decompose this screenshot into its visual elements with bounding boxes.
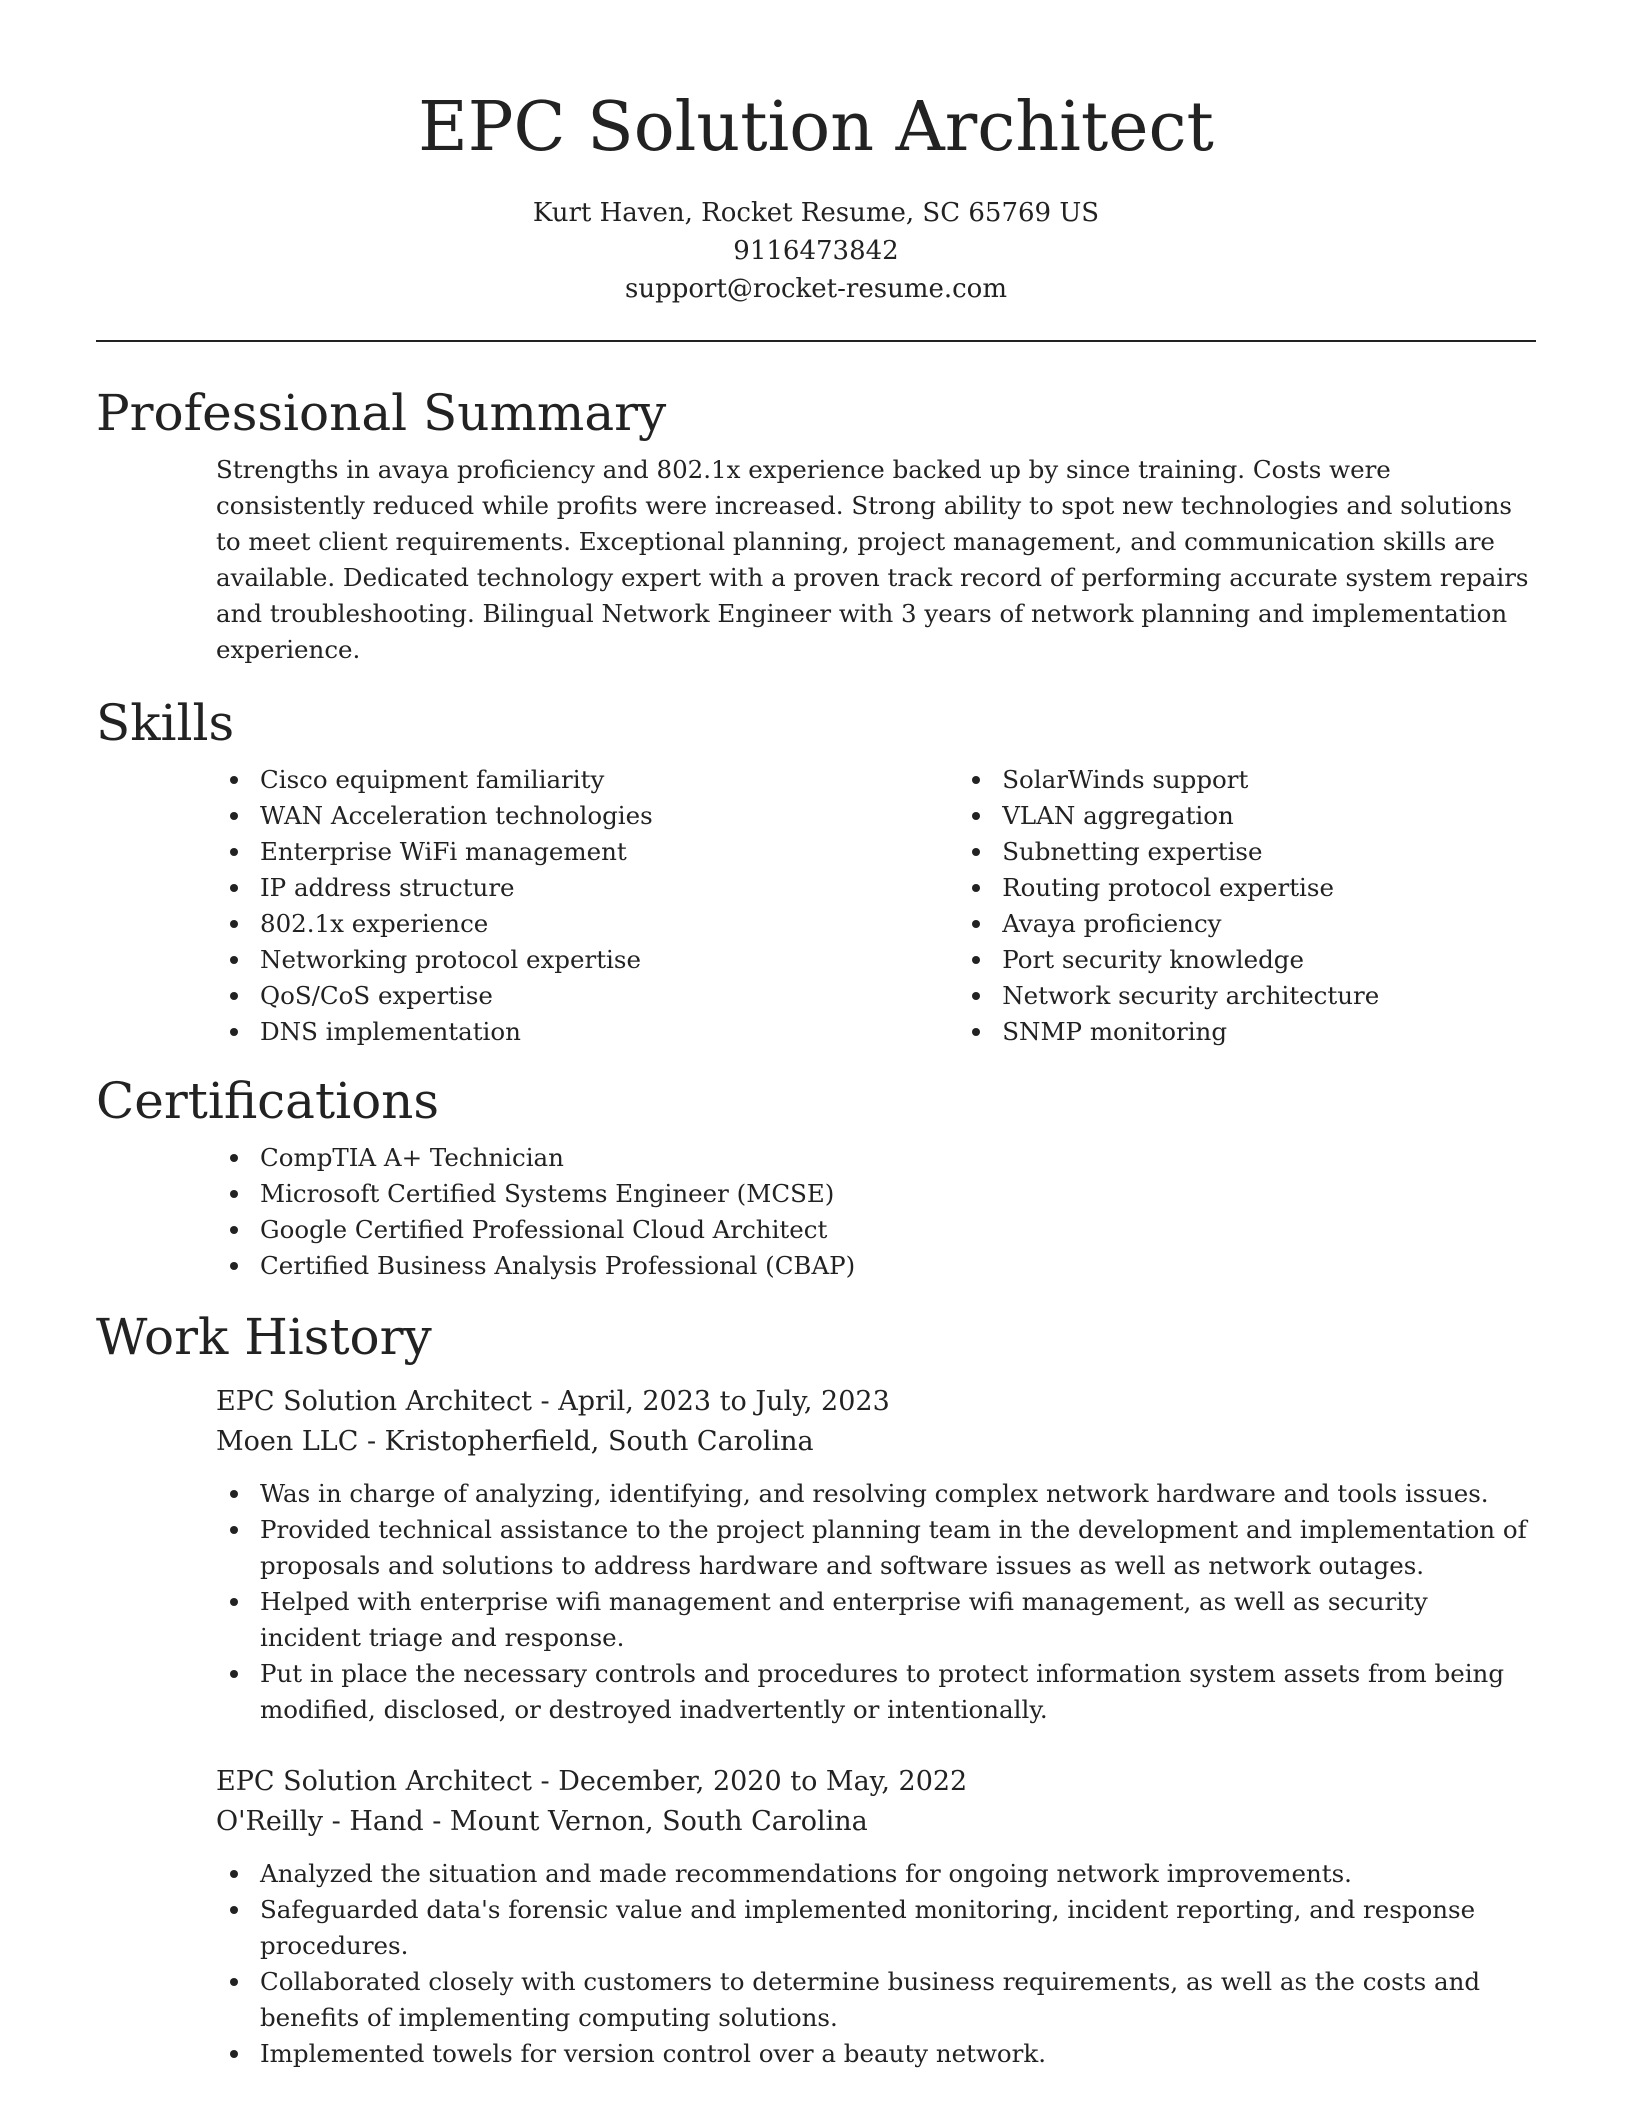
job-bullet: Implemented towels for version control over a beauty network.: [260, 2036, 1536, 2072]
resume-name: EPC Solution Architect: [418, 88, 1214, 167]
skill-item: Network security architecture: [1002, 978, 1536, 1014]
contact-phone: 9116473842: [733, 236, 899, 266]
job-entry: [216, 1762, 1536, 2072]
job-bullet: Helped with enterprise wifi management and enterprise wifi management, as well as security incident triage and response.: [260, 1584, 1536, 1656]
contact-email: support@rocket-resume.com: [624, 274, 1007, 304]
job-location: - Kristopherfield, South Carolina: [358, 1426, 814, 1457]
job-bullet: Provided technical assistance to the project planning team in the development and implementation of proposals and solutions to address hardware and software issues as well as network outages.: [260, 1512, 1536, 1584]
certifications-list: [260, 1140, 1536, 1284]
job-company-line: [216, 1422, 1536, 1462]
job-bullets: [260, 1856, 1536, 2072]
resume-content: [96, 380, 1536, 2072]
job-bullet: Safeguarded data's forensic value and implemented monitoring, incident reporting, and response procedures.: [260, 1892, 1536, 1964]
contact-block: [0, 194, 1632, 308]
skills-list-left: [260, 762, 838, 1050]
header-divider: [96, 340, 1536, 342]
skill-item: Avaya proficiency: [1002, 906, 1536, 942]
job-company-line: [216, 1802, 1536, 1842]
job-entry: [216, 1382, 1536, 1728]
summary-section: [96, 380, 1536, 668]
job-title-line: [216, 1382, 1536, 1422]
job-title: EPC Solution Architect: [216, 1386, 532, 1417]
skill-item: Routing protocol expertise: [1002, 870, 1536, 906]
skill-item: SolarWinds support: [1002, 762, 1536, 798]
certifications-heading: Certifications: [96, 1072, 440, 1130]
job-company: O'Reilly - Hand: [216, 1806, 424, 1837]
work-history-heading: Work History: [96, 1308, 432, 1366]
skill-item: 802.1x experience: [260, 906, 838, 942]
job-bullet: Put in place the necessary controls and procedures to protect information system assets from being modified, disclosed, or destroyed inadvertently or intentionally.: [260, 1656, 1536, 1728]
job-dates: - April, 2023 to July, 2023: [531, 1386, 890, 1417]
skill-item: WAN Acceleration technologies: [260, 798, 838, 834]
resume-header: [0, 86, 1632, 308]
skill-item: IP address structure: [260, 870, 838, 906]
skills-list-right: [1002, 762, 1536, 1050]
job-location: - Mount Vernon, South Carolina: [423, 1806, 868, 1837]
skill-item: Subnetting expertise: [1002, 834, 1536, 870]
skill-item: Networking protocol expertise: [260, 942, 838, 978]
skill-item: Cisco equipment familiarity: [260, 762, 838, 798]
contact-address: Kurt Haven, Rocket Resume, SC 65769 US: [532, 198, 1100, 228]
job-title-line: [216, 1762, 1536, 1802]
job-title: EPC Solution Architect: [216, 1766, 532, 1797]
job-bullets: [260, 1476, 1536, 1728]
summary-text: Strengths in avaya proficiency and 802.1x experience backed up by since training. Costs were consistently reduced while profits were increased. Strong ability to spot new technologies and solutions to meet client requirements. Exceptional planning, project management, and communication skills are available. Dedicated technology expert with a proven track record of performing accurate system repairs and troubleshooting. Bilingual Network Engineer with 3 years of network planning and implementation experience.: [216, 455, 1529, 664]
job-company: Moen LLC: [216, 1426, 359, 1457]
certification-item: Microsoft Certified Systems Engineer (MCSE): [260, 1176, 1536, 1212]
skill-item: Port security knowledge: [1002, 942, 1536, 978]
summary-heading: Professional Summary: [96, 384, 667, 442]
skill-item: SNMP monitoring: [1002, 1014, 1536, 1050]
skills-heading: Skills: [96, 694, 235, 752]
job-bullet: Was in charge of analyzing, identifying, and resolving complex network hardware and tools issues.: [260, 1476, 1536, 1512]
certification-item: CompTIA A+ Technician: [260, 1140, 1536, 1176]
work-history-section: [96, 1304, 1536, 2072]
job-bullet: Analyzed the situation and made recommendations for ongoing network improvements.: [260, 1856, 1536, 1892]
skill-item: QoS/CoS expertise: [260, 978, 838, 1014]
certification-item: Certified Business Analysis Professional (CBAP): [260, 1248, 1536, 1284]
skills-section: [96, 690, 1536, 1050]
job-dates: - December, 2020 to May, 2022: [531, 1766, 968, 1797]
certifications-section: [96, 1068, 1536, 1284]
certification-item: Google Certified Professional Cloud Architect: [260, 1212, 1536, 1248]
skill-item: Enterprise WiFi management: [260, 834, 838, 870]
skill-item: VLAN aggregation: [1002, 798, 1536, 834]
job-bullet: Collaborated closely with customers to determine business requirements, as well as the costs and benefits of implementing computing solutions.: [260, 1964, 1536, 2036]
skills-columns: [96, 762, 1536, 1050]
skill-item: DNS implementation: [260, 1014, 838, 1050]
